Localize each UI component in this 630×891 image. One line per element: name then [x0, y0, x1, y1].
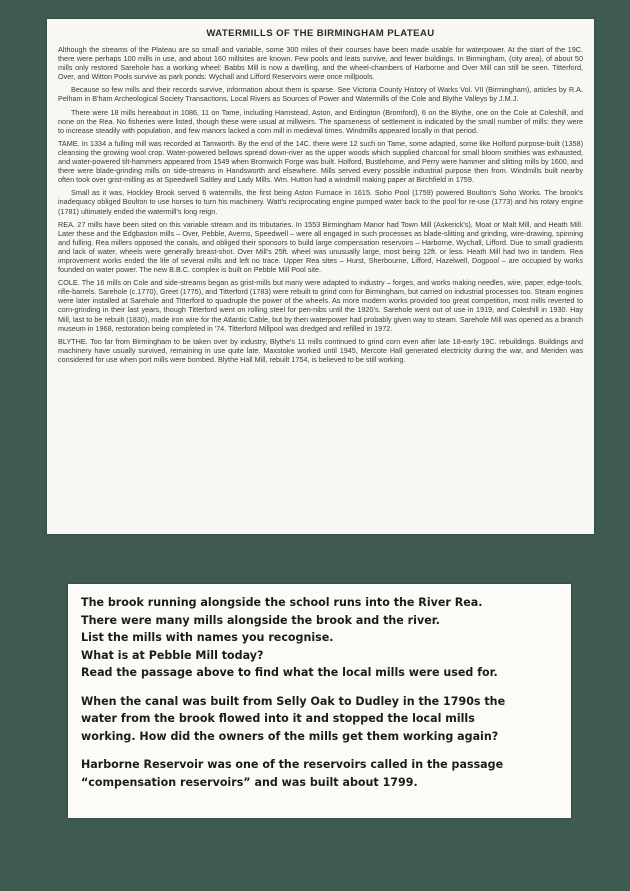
- question-line: What is at Pebble Mill today?: [81, 648, 264, 662]
- question-line: “compensation reservoirs” and was built about 1799.: [81, 775, 418, 789]
- question-line: List the mills with names you recognise.: [81, 631, 334, 644]
- article-paragraph-sources: Because so few mills and their records survive, information about them is sparse. See Victoria County History of Warks Vol. VII (Birmingham), articles by R.A. Pelham in B'ham Archeological Society Transactions, Local Rivers as Sources of Power and Watermills of the Cole and Blythe Valleys by J.M.J.: [58, 85, 583, 104]
- article-paragraph-hockley: Small as it was, Hockley Brook served 6 watermills, the first being Aston Furnace in 1615. Soho Pool (1759) powered Boulton's Soho Works. The brook's inadequacy obliged Boulton to use horses to turn his machinery. Watt's reciprocating engine pumped water back to the pool for re-use (1773) and his rotary engine (1781) ultimately ended the watermill's long reign.: [58, 188, 583, 216]
- article-paragraph-tame: TAME. In 1334 a fulling mill was recorded at Tamworth. By the end of the 14C. there were 12 such on Tame, some adapted, some like Holford purpose-built (1358) cleansing the growing wool crop. Water-powered bellows spread down-river as the upper woods which supplied charcoal for small bloom smithies was exhausted, and water-powered tilt-hammers appeared from 1549 when Bromwich Forge was built. Holford, Bustlehome, and Perry were hammer and slitting mills by 1600, and there were blade-grinding mills on side-streams in Handsworth and elsewhere. Mills served every possible industrial purpose then from. Windmills built nearby often took over grist-milling as at Speedwell Saltley and Lady Mills. Wm. Hutton had a windmill making paper at Birchfield in 1759.: [58, 138, 583, 185]
- question-line: When the canal was built from Selly Oak to Dudley in the 1790s the: [81, 694, 506, 708]
- article-clipping: [47, 19, 594, 534]
- worksheet-questions: [68, 584, 571, 818]
- question-line: working. How did the owners of the mills get them working again?: [81, 729, 499, 743]
- article-paragraph-blythe: BLYTHE. Too far from Birmingham to be taken over by industry, Blythe's 11 mills continued to grind corn even after late 18-early 19C. rebuildings. Buildings and machinery have usually survived, remaining in use quite late. Maxstoke worked until 1945, Mercote Hall generated electricity during the war, and Meriden was considered for use when port mills were bombed. Blythe Hall Mill, rebuilt 1754, is believed to be still working.: [58, 336, 583, 364]
- question-block-reservoir: [81, 756, 558, 791]
- question-block-canal: [81, 693, 558, 746]
- question-line: Read the passage above to find what the local mills were used for.: [81, 666, 498, 679]
- question-line: The brook running alongside the school runs into the River Rea.: [81, 596, 483, 609]
- question-line: Harborne Reservoir was one of the reservoirs called in the passage: [81, 758, 504, 771]
- article-paragraph-intro: Although the streams of the Plateau are so small and variable, some 300 miles of their courses have been made usable for waterpower. At the start of the 19C. there were perhaps 100 mills in use, and about 160 millsites are known. Few pools and leats survive, and fewer buildings. In Birmingham, (city area), of about 50 mills only restored Sarehole has a working wheel: Babbs Mill is now a dwelling, and the wheel-chambers of Harborne and Over Mill can still be seen. Titterford, Over, and Witton Pools survive as park ponds: Wychall and Lifford Reservoirs were once millpools.: [58, 45, 583, 82]
- question-line: water from the brook flowed into it and stopped the local mills: [81, 712, 475, 725]
- question-line: There were many mills alongside the brook and the river.: [81, 613, 440, 627]
- question-block-mills: [81, 594, 558, 682]
- article-paragraph-rea: REA. 27 mills have been sited on this variable stream and its tributaries. In 1553 Birmingham Manor had Town Mill (Askerick's), Moat or Malt Mill, and Heath Mill. Later these and the Edgbaston mills – Over, Pebble, Averns, Speedwell – were all engaged in such processes as blade-slitting and grinding, wire-drawing, spinning and fulling. Rea millers opposed the canals, and obliged their sponsors to build large compensation reservoirs – Harborne, Wychall, Lifford. Due to small gradients and lack of water, wheels were generally breast-shot. Over Mill's 25ft. wheel was unusually large, most being 12ft. or less. Heath Mill had two in tandem. Rea improvement works ended the life of several mills and left no trace. Upper Rea sites – Hurst, Sherbourne, Lifford, Hazelwell, Dogpool – are occupied by works founded on water power. The new B.B.C. complex is built on Pebble Mill Pool site.: [58, 219, 583, 275]
- article-title: WATERMILLS OF THE BIRMINGHAM PLATEAU: [206, 28, 435, 39]
- article-paragraph-cole: COLE. The 16 mills on Cole and side-streams began as grist-mills but many were adapted to industry – forges, and works making needles, wire, paper, edge-tools, rifle-barrels. Sarehole (c.1770), Greet (1775), and Titterford (1783) were rebuilt to grind corn for Birmingham, but carried on industrial processes too. Steam engines were later installed at Sarehole and Titterford to quadruple the power of the wheels. As more modern works provided too great competition, most mills reverted to corn-grinding in their last years, though Titterford went on rolling steel for pen-nibs until the 1920's. Sarehole went out of use in 1919, and Coleshill in 1930. Hay Mill, last to be rebuilt (1830), made iron wire for the Atlantic Cable, but by then waterpower had probably given way to steam. Sarehole Mill was opened as a branch museum in 1968, restoration being completed in '74. Titterford Millpool was dredged and refilled in 1972.: [58, 278, 583, 333]
- article-paragraph-domesday: There were 18 mills hereabout in 1086, 11 on Tame, including Hamstead, Aston, and Erdington (Bromford), 6 on the Blythe, one on the Cole at Coleshill, and none on the Rea. No fisheries were listed, though these were usual at millweirs. The sparseness of settlement is indicated by the small number of mills: they were to increase steadily with population, and few manors lacked a corn mill in medieval times. Windmills appeared locally in that period.: [58, 107, 583, 135]
